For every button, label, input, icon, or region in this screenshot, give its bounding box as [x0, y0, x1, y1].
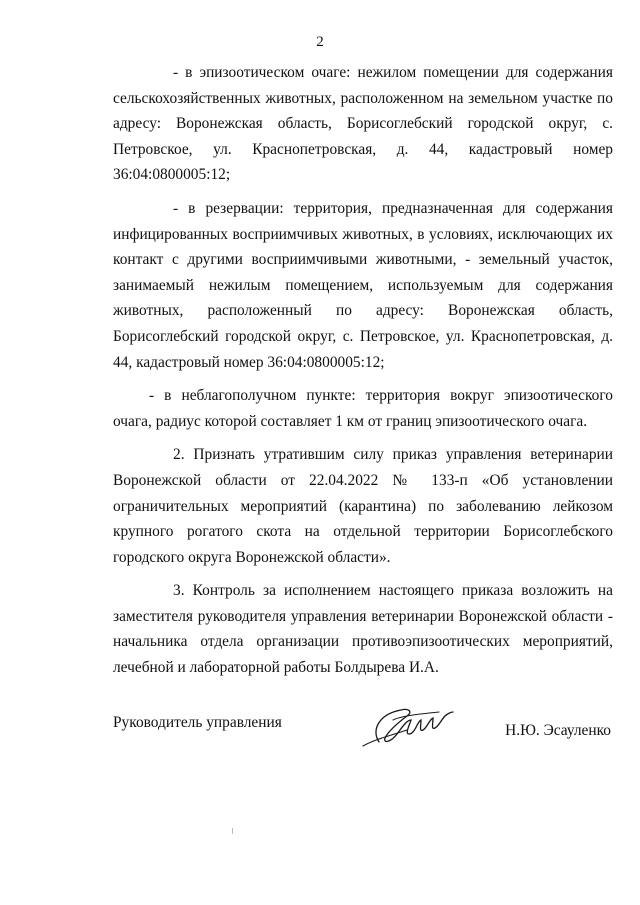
- document-body: [113, 60, 613, 689]
- signatory-role: Руководитель управления: [113, 714, 282, 731]
- page-number: 2: [316, 34, 324, 50]
- paragraph-unfavorable-point: - в неблагополучном пункте: территория вокруг эпизоотического очага, радиус которой составляет 1 км от границ эпизоотического очага.: [113, 387, 613, 430]
- signature-block: [113, 712, 613, 772]
- paragraph-reservation: - в резервации: территория, предназначенная для содержания инфицированных восприимчивых животных, в условиях, исключающих их контакт с другими восприимчивыми животными, - земельный участок, занимаемый нежилым помещением, используемым для содержания животных, расположенный по адресу: Воронежская область, Борисоглебский городской округ, с. Петровское, ул. Краснопетровская, д. 44, кадастровый номер 36:04:0800005:12;: [113, 199, 613, 371]
- signatory-name: Н.Ю. Эсауленко: [505, 722, 611, 739]
- scan-artifact: [232, 828, 233, 834]
- handwritten-signature: [349, 690, 469, 760]
- paragraph-item-3: 3. Контроль за исполнением настоящего приказа возложить на заместителя руководителя управления ветеринарии Воронежской области - начальника отдела организации противоэпизоотических мероприятий, лечебной и лабораторной работы Болдырева И.А.: [113, 582, 613, 677]
- paragraph-item-2: 2. Признать утратившим силу приказ управления ветеринарии Воронежской области от 22.04.2022 № 133-п «Об установлении ограничительных мероприятий (карантина) по заболеванию лейкозом крупного рогатого скота на отдельной территории Борисоглебского городского округа Воронежской области».: [113, 446, 613, 566]
- paragraph-episootic-focus: - в эпизоотическом очаге: нежилом помещении для содержания сельскохозяйственных животных, расположенном на земельном участке по адресу: Воронежская область, Борисоглебский городской округ, с. Петровское, ул. Краснопетровская, д. 44, кадастровый номер 36:04:0800005:12;: [113, 64, 613, 184]
